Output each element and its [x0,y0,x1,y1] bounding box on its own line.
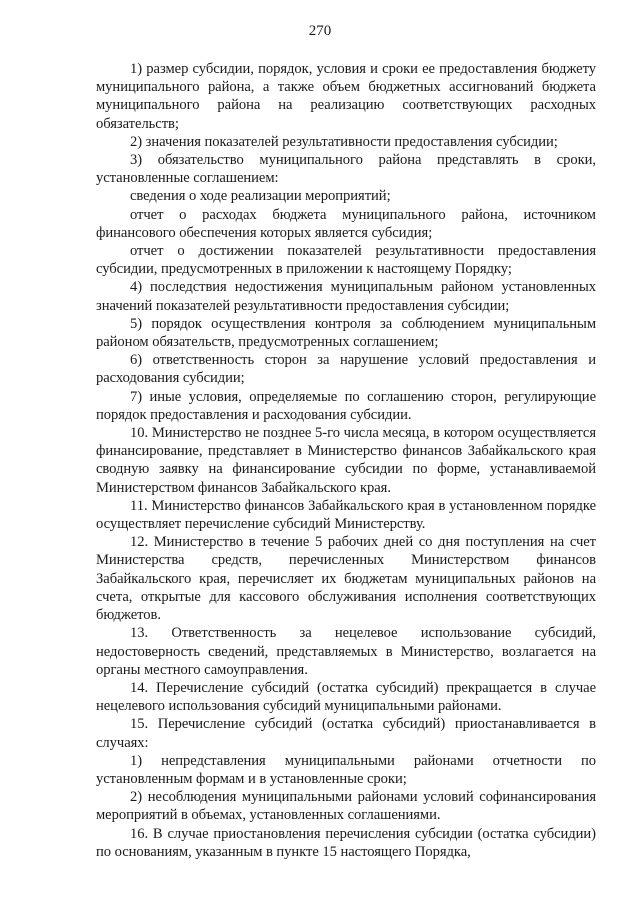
paragraph: 10. Министерство не позднее 5-го числа месяца, в котором осуществляется финансирование, представляет в Министерство финансов Забайкальского края сводную заявку на финансирование субсидии по форме, устанавливаемой Министерством финансов Забайкальского края. [96,425,596,496]
document-body [96,60,596,861]
paragraph: 16. В случае приостановления перечисления субсидии (остатка субсидии) по основаниям, указанным в пункте 15 настоящего Порядка, [96,825,596,860]
paragraph: 2) несоблюдения муниципальными районами условий софинансирования мероприятий в объемах, установленных соглашениями. [96,789,596,824]
paragraph: 7) иные условия, определяемые по соглашению сторон, регулирующие порядок предоставления и расходования субсидии. [96,388,596,423]
page-number: 270 [308,23,332,39]
paragraph: 15. Перечисление субсидий (остатка субсидий) приостанавливается в случаях: [96,716,596,751]
paragraph: 3) обязательство муниципального района представлять в сроки, установленные соглашением: [96,152,596,187]
paragraph: 13. Ответственность за нецелевое использование субсидий, недостоверность сведений, представляемых в Министерство, возлагается на органы местного самоуправления. [96,625,596,678]
paragraph: 2) значения показателей результативности предоставления субсидии; [130,133,558,150]
paragraph: 6) ответственность сторон за нарушение условий предоставления и расходования субсидии; [96,352,596,387]
paragraph: 12. Министерство в течение 5 рабочих дней со дня поступления на счет Министерства средств, перечисленных Министерством финансов Забайкальского края, перечисляет их бюджетам муниципальных районов на счета, открытые для кассового обслуживания исполнения соответствующих бюджетов. [96,534,596,624]
paragraph: 11. Министерство финансов Забайкальского края в установленном порядке осуществляет перечисление субсидий Министерству. [96,497,596,533]
paragraph: отчет о достижении показателей результативности предоставления субсидии, предусмотренных в приложении к настоящему Порядку; [96,243,596,278]
paragraph: сведения о ходе реализации мероприятий; [130,188,391,205]
paragraph: 14. Перечисление субсидий (остатка субсидий) прекращается в случае нецелевого использования субсидий муниципальными районами. [96,679,596,715]
paragraph: отчет о расходах бюджета муниципального района, источником финансового обеспечения которых является субсидия; [96,206,596,241]
paragraph: 1) размер субсидии, порядок, условия и сроки ее предоставления бюджету муниципального района, а также объем бюджетных ассигнований бюджета муниципального района на реализацию соответствующих расходных обязательств; [96,61,596,132]
paragraph: 5) порядок осуществления контроля за соблюдением муниципальным районом обязательств, предусмотренных соглашением; [96,315,596,351]
paragraph: 1) непредставления муниципальными районами отчетности по установленным формам и в установленные сроки; [96,752,596,787]
paragraph: 4) последствия недостижения муниципальным районом установленных значений показателей результативности предоставления субсидии; [96,279,596,314]
